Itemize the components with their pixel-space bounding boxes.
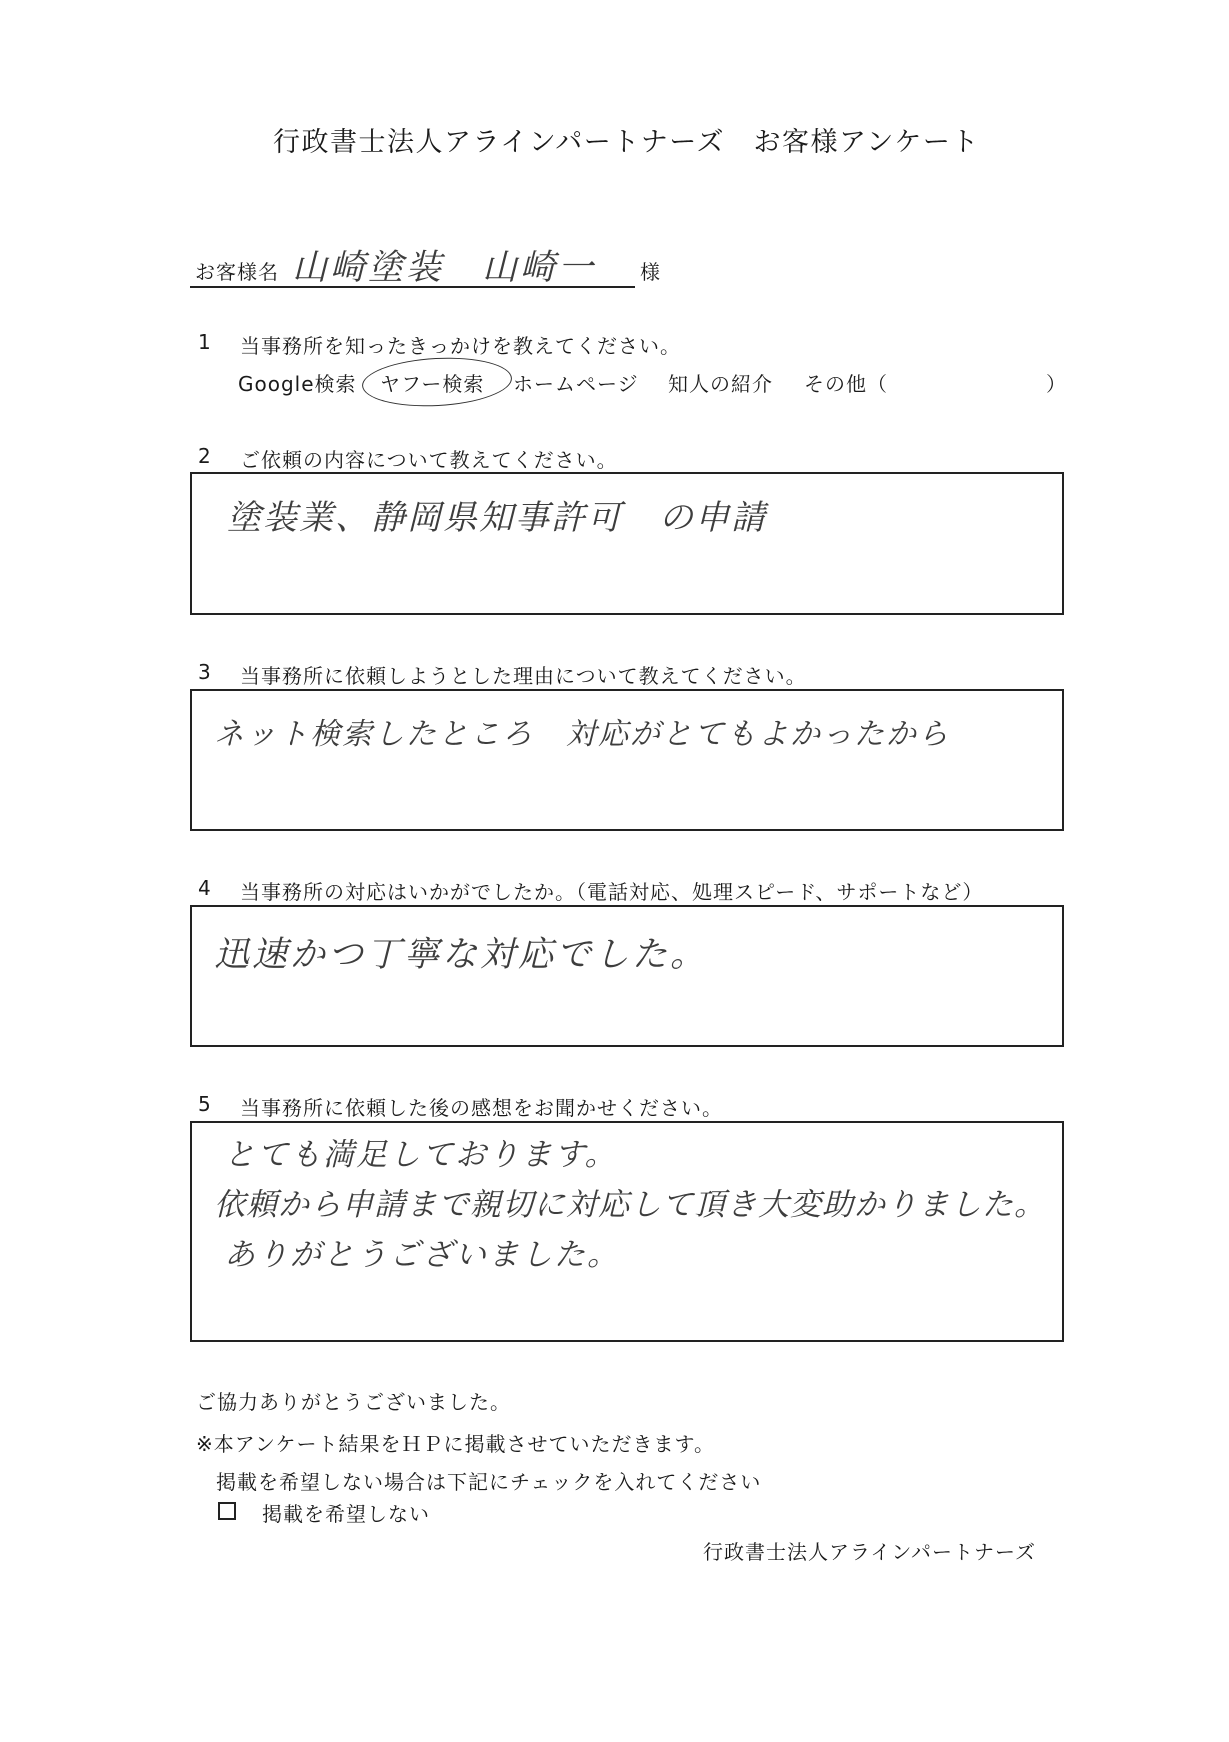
question-5-number: 5 <box>198 1092 212 1116</box>
option-referral: 知人の紹介 <box>668 372 773 396</box>
answer-5-line-2: 依頼から申請まで親切に対応して頂き大変助かりました。 <box>214 1187 1046 1223</box>
customer-name-suffix: 様 <box>640 260 661 284</box>
opt-out-instruction: 掲載を希望しない場合は下記にチェックを入れてください <box>216 1470 762 1494</box>
option-google-search: Google検索 <box>238 372 357 396</box>
answer-3-handwritten: ネット検索したところ 対応がとてもよかったから <box>214 717 950 752</box>
question-2-number: 2 <box>198 444 212 468</box>
company-name: 行政書士法人アラインパートナーズ <box>703 1540 1036 1564</box>
option-yahoo-search: ヤフー検索 <box>380 372 485 396</box>
thanks-text: ご協力ありがとうございました。 <box>196 1390 511 1414</box>
question-1-number: 1 <box>198 330 212 354</box>
opt-out-checkbox[interactable] <box>218 1502 236 1520</box>
answer-5-line-1: とても満足しております。 <box>224 1137 618 1173</box>
answer-2-handwritten: 塗装業、静岡県知事許可 の申請 <box>227 498 767 538</box>
question-2-text: ご依頼の内容について教えてください。 <box>240 448 618 472</box>
customer-name-underline <box>190 286 635 288</box>
question-4-text: 当事務所の対応はいかがでしたか。（電話対応、処理スピード、サポートなど） <box>240 880 984 904</box>
answer-4-handwritten: 迅速かつ丁寧な対応でした。 <box>214 935 709 975</box>
opt-out-checkbox-label: 掲載を希望しない <box>262 1502 430 1526</box>
answer-box-5 <box>190 1121 1064 1342</box>
question-3-text: 当事務所に依頼しようとした理由について教えてください。 <box>240 664 807 688</box>
answer-box-4 <box>190 905 1064 1047</box>
question-1-text: 当事務所を知ったきっかけを教えてください。 <box>240 334 681 358</box>
option-homepage: ホームページ <box>513 372 639 396</box>
option-other-close: ） <box>1046 372 1067 396</box>
answer-box-2 <box>190 472 1064 615</box>
page-title: 行政書士法人アラインパートナーズ お客様アンケート <box>273 127 980 158</box>
question-4-number: 4 <box>198 876 212 900</box>
customer-name-label: お客様名 <box>195 260 279 284</box>
answer-box-3 <box>190 689 1064 831</box>
option-other: その他（ <box>804 372 888 396</box>
question-3-number: 3 <box>198 660 212 684</box>
answer-5-line-3: ありがとうございました。 <box>224 1237 620 1273</box>
customer-name-handwritten: 山崎塗装 山崎一 <box>292 248 597 288</box>
publication-notice: ※本アンケート結果をＨＰに掲載させていただきます。 <box>196 1432 715 1456</box>
question-5-text: 当事務所に依頼した後の感想をお聞かせください。 <box>240 1096 723 1120</box>
